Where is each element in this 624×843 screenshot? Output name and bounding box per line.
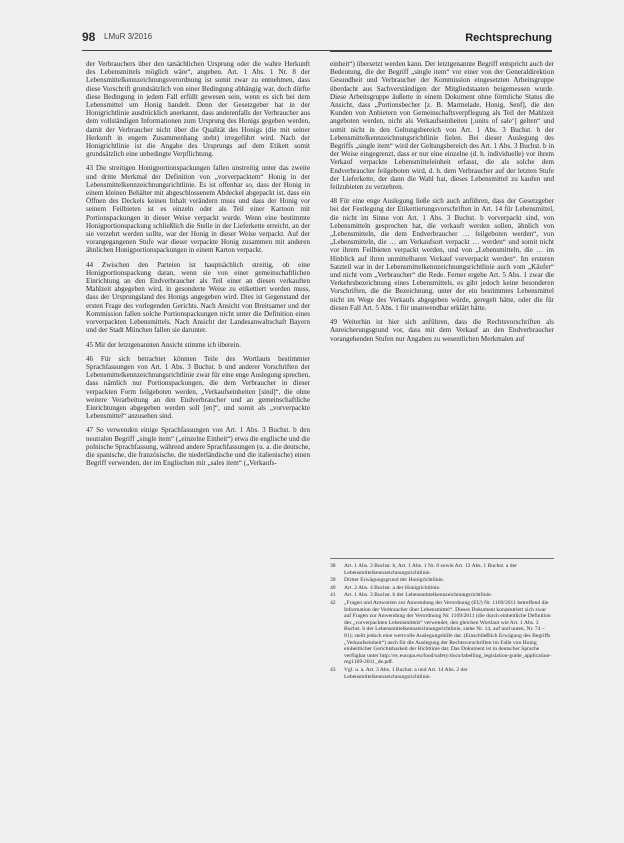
page-header — [82, 28, 552, 50]
section-rubric: Rechtsprechung — [465, 32, 552, 44]
footnote-text: Art. 1 Abs. 3 Buchst. b, Art. 1 Abs. 1 Nr. 8 sowie Art. 12 Abs. 1 Buchst. a der Lebensmittelkennzeichnungsrichtlinie. — [344, 563, 517, 576]
footnote — [330, 563, 554, 576]
footnote-text: Art. 1 Abs. 3 Buchst. b der Lebensmittelkennzeichnungsrichtlinie. — [344, 592, 493, 599]
paragraph: der Verbrauchers über den tatsächlichen Ursprung oder die wahre Herkunft des Lebensmittels möglich wäre“, angeben. Art. 1 Abs. 1 Nr. 8 der Lebensmittelkennzeichnungsverordnung ist somit zwar zu entnehmen, dass diese Vorschrift grundsätzlich von einer Bedingung abhängig war, doch dürfte diese Bedingung in jedem Fall erfüllt gewesen sein, wenn es sich bei dem Lebensmittel um Honig handelt. Denn der Gesetzgeber hat in der Honigrichtlinie ausdrücklich anerkannt, dass anderenfalls der Verbraucher aus dem vollständigen Informationen zum Ursprung des Honigs gegeben werden, damit der Verbraucher nicht über die Qualität des Honigs (die mit seiner Herkunft in engem Zusammenhang steht) irregeführt wird. Nach der Honigrichtlinie ist die Angabe des Ursprungs auf dem Etikett somit grundsätzlich eine unbedingte Verpflichtung. — [86, 60, 310, 159]
page-number: 98 — [82, 30, 96, 44]
header-rule-accent — [330, 51, 552, 52]
paragraph: 43 Die streitigen Honigportionspackungen fallen unstreitig unter das zweite und dritte Merkmal der Definition von „vorverpacktem“ Honig in der Lebensmittelkennzeichnungsrichtlinie. Es ist offenbar so, dass der Honig in einem kleinen Behälter mit abgeschlossenem Abdeckel abgepackt ist, dass ein Öffnen des Deckels keinen Inhalt verändern muss und dass der Honig vor seinem Feilbieten ist es einzeln oder als Teil einer Kartoon mit Portionspackungen in dieser Weise verpackt wurde. Wenn eine bestimmte Honigportionspackung schließlich die Stelle in der Lieferkette erreicht, an der sie verzehrt werden sollte, war der Honig in dieser Weise verpackt. Auf der vorangegangenen Stufe war dieser verpackte Honig zusammen mit anderen ähnlichen Honigportionspackungen in einem Karton verpackt. — [86, 164, 310, 255]
footnote-text: Vgl. u. a. Art. 3 Abs. 1 Buchst. a und Art. 14 Abs. 2 der Lebensmittelkennzeichnungsrichtlinie. — [344, 666, 468, 680]
footnote — [330, 600, 554, 666]
paragraph: 49 Weiterhin ist hier sich anführen, dass die Rechtsvorschriften als Anreicherungsgrund vor, dass mit dem Verkauf an den Endverbraucher vorangehenden Stufen nur Angaben zu wesentlichen Merkmalen auf — [330, 318, 554, 343]
footnote — [330, 667, 554, 680]
footnote — [330, 585, 554, 592]
footnote — [330, 592, 554, 599]
paragraph: einheit“) übersetzt werden kann. Der letztgenannte Begriff entspricht auch der Bedeutung, die der Begriff „single item“ vor einer von der Generaldirektion Gesundheit und Verbraucher der Kommission eingesetzten Arbeitsgruppe überdacht aus Sachverständigen der Mitgliedstaaten beigemessen wurde. Diese Arbeitsgruppe äußerte in einem Dokument ohne förmliche Status die Ansicht, dass „Portionsbecher [z. B. Marmelade, Honig, Senf], die den Kunden von Anbietern von Gemeinschaftsverpflegung als Teil der Mahlzeit angeboten werden, nicht als Verkaufseinheiten [,units of sale‘] gelten“ und somit nicht in den Geltungsbereich von Art. 1 Abs. 3 Buchst. b der Lebensmittelkennzeichnungsrichtlinie fielen. Bei dieser Auslegung des Begriffs „single item“ wird der Geltungsbereich des Art. 1 Abs. 3 Buchst. b in der Weise eingegrenzt, dass er nur eine einzelne (d. h. individuelle) vor ihrem Verkauf verpackte Lebensmitteleinheit erfasst, die als solche dem Endverbraucher feilgeboten wird, d. h. dem Verbraucher auf der letzten Stufe der Lieferkette, der dann die Wahl hat, dieses Lebensmittel zu kaufen und feilzubieten zu verzehren. — [330, 60, 554, 192]
paragraph: 46 Für sich betrachtet könnten Teile des Wortlauts bestimmter Sprachfassungen von Art. 1 Abs. 3 Buchst. b und anderer Vorschriften der Lebensmittelkennzeichnungsrichtlinie zwar für eine enge Auslegung sprechen, dass nämlich nur Portionspackungen, die dem Verbraucher in dieser verpackten Form feilgeboten werden, „Verkaufseinheiten [sind]“, die ohne weitere Verarbeitung an den Endverbraucher und an gemeinschaftliche Einrichtungen abgegeben werden soll [en]“, und somit als „vorverpackte Lebensmittel“ anzusehen sind. — [86, 354, 310, 421]
left-column — [86, 60, 310, 473]
paragraph: 47 So verwenden einige Sprachfassungen von Art. 1 Abs. 3 Buchst. b den neutralen Begriff „single item“ („einzelne Einheit“) etwa die englische und die polnische Sprachfassung, während andere Sprachfassungen (u. a. die deutsche, die spanische, die französische, die niederländische und die italienische) einen Begriff verwenden, der im Englischen mit „sales item“ („Verkaufs- — [86, 426, 310, 468]
right-column — [330, 60, 554, 349]
footnote-number: 39 — [330, 577, 336, 584]
footnotes — [330, 558, 554, 681]
paragraph: 44 Zwischen den Parteien ist hauptsächlich streitig, ob eine Honigportionspackung daran, wenn sie von einer gemeinschaftlichen Einrichtung an den Endverbraucher als Teil einer an diesen verkauften Mahlzeit abgegeben wird, in gesonderte Weise zu etikettiert werden muss, dass der Ursprungsland des Honigs angegeben wird. Dies ist Gegenstand der ersten Frage des vorlegenden Gerichts. Nach Ansicht von Breitsamer und der Kommission fallen solche Portionspackungen nicht unter die Definition eines vorverpackten Lebensmittels. Nach Ansicht der Landesanwaltschaft Bayern und der Stadt München fallen sie darunter. — [86, 260, 310, 335]
paragraph: 45 Mir der letztgenannten Ansicht stimme ich überein. — [86, 340, 241, 349]
footnote-text: Art. 2 Abs. 4 Buchst. a der Honigrichtlinie. — [344, 584, 441, 591]
footnote-number: 41 — [330, 592, 336, 599]
footnote-number: 40 — [330, 584, 336, 591]
footnote — [330, 577, 554, 584]
footnote-number: 38 — [330, 563, 336, 569]
footnote-number: 43 — [330, 666, 336, 673]
paragraph: 48 Für eine enge Auslegung ließe sich auch anführen, dass der Gesetzgeber bei der Festlegung der Etikettierungsvorschriften in Art. 14 für Lebensmittel, die nicht im Sinne von Art. 1 Abs. 3 Buchst. b vorverpackt sind, von Lebensmitteln gesprochen hat, die verkauft werden sollen, ähnlich von „Lebensmitteln, die dem Endverbraucher … feilgeboten werden“, von „Lebensmitteln, die … am Verkaufsort verpackt … werden“ und somit nicht vor ihrem Feilbieten verpackt werden, und von „Lebensmitteln, die … im Hinblick auf ihren unmittelbaren Verkauf vorverpackt werden“. Im ersteren Satzteil war in der Lebensmittelkennzeichnungsrichtlinie auch vom „Käufer“ und nicht vom „Verbraucher“ die Rede. Ferner ergebe Art. 5 Abs. 1 zwar die Verkehrsbezeichnung eines Lebensmittels, es gibt jedoch keine besonderen Vorschriften, die die Bezeichnung, unter der ein bestimmtes Lebensmittel nicht im Wege des Verkaufs abgegeben würde, geregelt hätte, oder die für diesen Fall Art. 5 Abs. 1 für unanwendbar erklärt hätte. — [330, 197, 554, 312]
footnote-text: „Fragen und Antworten zur Anwendung der Verordnung (EU) Nr. 1169/2011 betreffend die Information der Verbraucher über Lebensmittel“. Dieses Dokument konzentriert sich zwar auf Fragen zur Anwendung der Verordnung Nr. 1169/2011 (die durch einheitliche Definition des „vorverpackten Lebensmittels“ verwendet, den gleichen Wortlaut wie Art. 1 Abs. 3 Buchst. b der Lebensmittelkennzeichnungsrichtlinie, siehe Nr. 14, auf und unten, Nr. 74 – 81); stellt jedoch eine wertvolle Auslegungshilfe dar. (Einschließlich Erwägung des Begriffs „Verkaufseinheit“) auch für die Auslegung der Rechtsvorschriften im Falle von Honig einheitlicher Gerichtsbarkeit der Richtlinie dar. Das Dokument ist in deutscher Sprache verfügbar unter http://ec.europa.eu/food/safety/docs/labelling_legislation-guide_application-reg1169-2011_de.pdf. — [344, 599, 552, 666]
footnote-number: 42 — [330, 599, 336, 606]
journal-name: LMuR 3/2016 — [104, 32, 153, 41]
footnote-text: Dritter Erwägungsgrund der Honigrichtlinie. — [344, 577, 445, 584]
